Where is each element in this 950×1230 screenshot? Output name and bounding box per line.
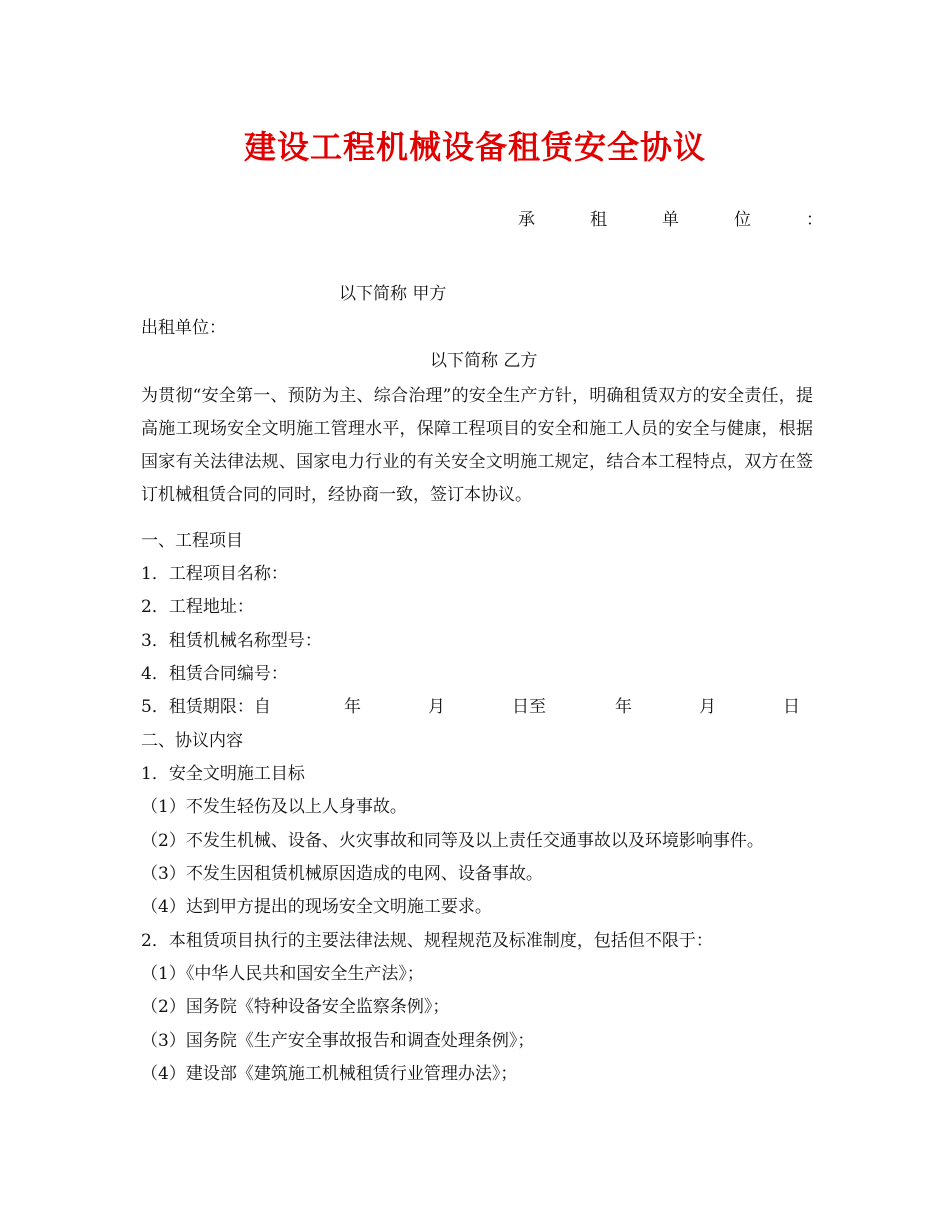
- lease-term-label: 5．租赁期限：自: [141, 697, 271, 717]
- project-address-field: 2．工程地址：: [141, 597, 254, 617]
- law-item: （3）国务院《生产安全事故报告和调查处理条例》；: [141, 1031, 535, 1051]
- lessee-char: 租: [590, 210, 607, 230]
- term-month-start: 月: [428, 697, 445, 717]
- contract-number-field: 4．租赁合同编号：: [141, 664, 288, 684]
- safety-goal-heading: 1．安全文明施工目标: [141, 764, 305, 784]
- lessee-abbreviation: 以下简称 甲方: [339, 284, 447, 304]
- lessee-label: [518, 209, 823, 231]
- safety-goal-item: （4）达到甲方提出的现场安全文明施工要求。: [141, 897, 492, 917]
- lessee-char: ：: [806, 210, 823, 230]
- machine-model-field: 3．租赁机械名称型号：: [141, 631, 322, 651]
- laws-heading: 2．本租赁项目执行的主要法律法规、规程规范及标准制度，包括但不限于：: [141, 931, 713, 951]
- lessor-abbreviation: 以下简称 乙方: [430, 351, 538, 371]
- lessee-char: 单: [662, 210, 679, 230]
- section-1-heading: 一、工程项目: [141, 531, 243, 551]
- lease-term-row: [141, 696, 803, 718]
- safety-goal-item: （1）不发生轻伤及以上人身事故。: [141, 797, 407, 817]
- lessee-char: 承: [518, 210, 535, 230]
- section-2-heading: 二、协议内容: [141, 731, 243, 751]
- law-item: （1）《中华人民共和国安全生产法》；: [141, 964, 424, 984]
- safety-goal-item: （3）不发生因租赁机械原因造成的电网、设备事故。: [141, 864, 543, 884]
- safety-goal-item: （2）不发生机械、设备、火灾事故和同等及以上责任交通事故以及环境影响事件。: [141, 831, 764, 851]
- law-item: （4）建设部《建筑施工机械租赁行业管理办法》；: [141, 1064, 518, 1084]
- term-month-end: 月: [699, 697, 716, 717]
- term-day-start: 日至: [512, 697, 546, 717]
- document-title: 建设工程机械设备租赁安全协议: [243, 128, 706, 166]
- law-item: （2）国务院《特种设备安全监察条例》；: [141, 997, 450, 1017]
- term-year-end: 年: [615, 697, 632, 717]
- intro-paragraph: 为贯彻“安全第一、预防为主、综合治理”的安全生产方针，明确租赁双方的安全责任，提高施工现场安全文明施工管理水平，保障工程项目的安全和施工人员的安全与健康，根据国家有关法律法规、国家电力行业的有关安全文明施工规定，结合本工程特点，双方在签订机械租赁合同的同时，经协商一致，签订本协议。: [141, 386, 813, 505]
- term-day-end: 日: [783, 697, 800, 717]
- lessee-char: 位: [734, 210, 751, 230]
- project-name-field: 1．工程项目名称：: [141, 564, 288, 584]
- lessor-label: 出租单位：: [141, 318, 226, 338]
- term-year-start: 年: [344, 697, 361, 717]
